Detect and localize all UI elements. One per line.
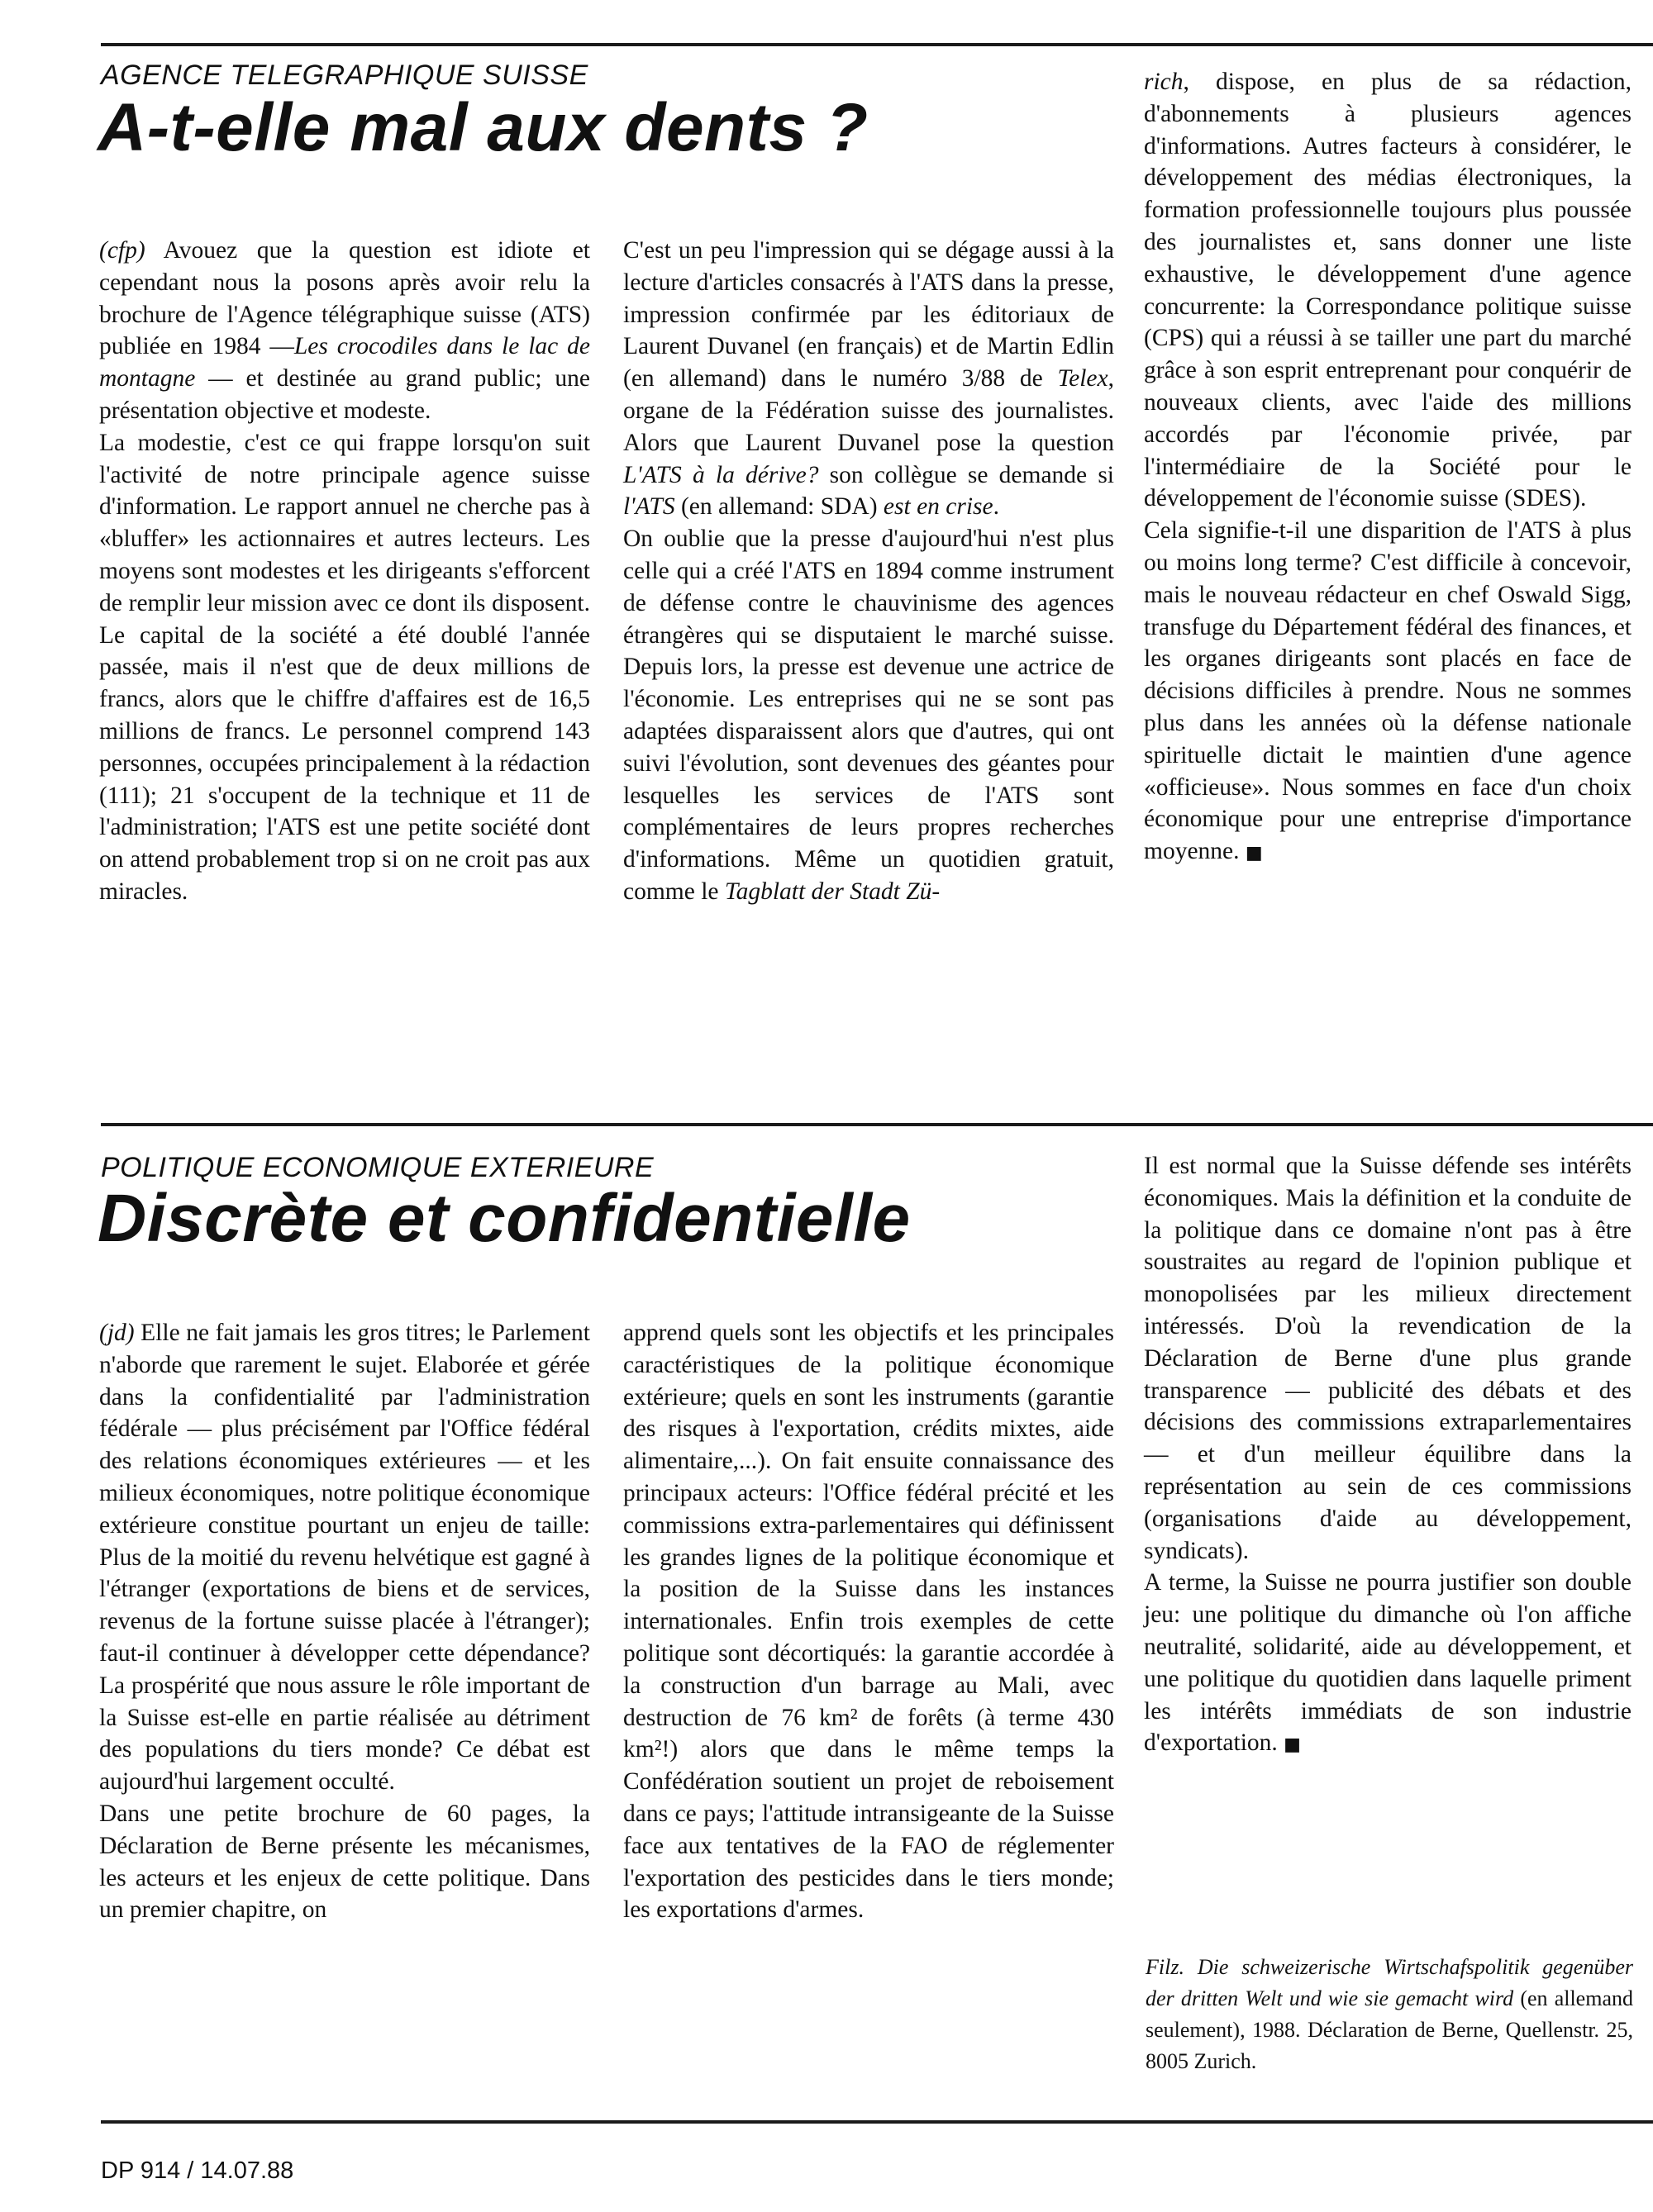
article1-paragraph: (cfp) Avouez que la question est idiote et cependant nous la posons après avoir relu la brochure de l'Agence télégraphique suisse (ATS) publiée en 1984 —Les crocodiles dans le lac de montagne — et destinée au grand public; une présentation objective et modeste. <box>99 237 590 424</box>
issue-footer: DP 914 / 14.07.88 <box>101 2157 294 2184</box>
end-mark-icon: ■ <box>1284 1734 1301 1756</box>
article2-paragraph: (jd) Elle ne fait jamais les gros titres; le Parlement n'aborde que rarement le sujet. Elaborée et gérée dans la confidentialité par l'administration fédérale — plus précisément par l'Office fédéral des relations économiques extérieures — et les milieux économiques, notre politique économique extérieure constitue pourtant un enjeu de taille: Plus de la moitié du revenu helvétique est gagné à l'étranger (exportations de biens et de services, revenus de la fortune suisse placée à l'étranger); faut-il continuer à développer cette dépendance? La prospérité que nous assure le rôle important de la Suisse est-elle en partie réalisée au détriment des populations du tiers monde? Ce débat est aujourd'hui largement occulté. <box>99 1320 590 1796</box>
article2-reference-note: Filz. Die schweizerische Wirtschafspolitik gegenüber der dritten Welt und wie sie gemacht wird (en allemand seulement), 1988. Déclaration de Berne, Quellenstr. 25, 8005 Zurich. <box>1146 1955 1633 2073</box>
bottom-rule <box>101 2120 1653 2124</box>
article1-column-1 <box>99 235 590 908</box>
article2-paragraph: Il est normal que la Suisse défende ses intérêts économiques. Mais la définition et la conduite de la politique dans ce domaine n'ont pas à être soustraites au regard de l'opinion publique et monopolisées par les milieux directement intéressés. D'où la revendication de la Déclaration de Berne d'une plus grande transparence — publicité des débats et des décisions des commissions extraparlementaires — et d'un meilleur équilibre dans la représentation au sein de ces commissions (organisations d'aide au développement, syndicats). <box>1144 1153 1632 1564</box>
end-mark-icon: ■ <box>1245 843 1263 864</box>
article1-column-3 <box>1144 66 1632 870</box>
article1-kicker: AGENCE TELEGRAPHIQUE SUISSE <box>101 59 588 91</box>
section-rule <box>101 1123 1653 1126</box>
top-rule <box>101 43 1653 46</box>
article1-paragraph: La modestie, c'est ce qui frappe lorsqu'on suit l'activité de notre principale agence suisse d'information. Le rapport annuel ne cherche pas à «bluffer» les actionnaires et autres lecteurs. Les moyens sont modestes et les dirigeants s'efforcent de remplir leur mission avec ce dont ils disposent. Le capital de la société a été doublé l'année passée, mais il n'est que de deux millions de francs, alors que le chiffre d'affaires est de 16,5 millions de francs. Le personnel comprend 143 personnes, occupées principalement à la rédaction (111); 21 s'occupent de la technique et 11 de l'administration; l'ATS est une petite société dont on attend probablement trop si on ne croit pas aux miracles. <box>99 429 590 905</box>
article2-column-3 <box>1144 1150 1632 1762</box>
article2-paragraph: apprend quels sont les objectifs et les principales caractéristiques de la politique économique extérieure; quels en sont les instruments (garantie des risques à l'exportation, crédits mixtes, aide alimentaire,...). On fait ensuite connaissance des principaux acteurs: l'Office fédéral précité et les commissions extra-parlementaires qui définissent les grandes lignes de la politique économique et la position de la Suisse dans les instances internationales. Enfin trois exemples de cette politique sont décortiqués: la garantie accordée à la construction d'un barrage au Mali, avec destruction de 76 km² de forêts (à terme 430 km²!) alors que dans le même temps la Confédération soutient un projet de reboisement dans ce pays; l'attitude intransigeante de la Suisse face aux tentatives de la FAO de réglementer l'exportation des pesticides dans le tiers monde; les exportations d'armes. <box>623 1320 1114 1924</box>
article1-paragraph: Cela signifie-t-il une disparition de l'ATS à plus ou moins long terme? C'est difficile à concevoir, mais le nouveau rédacteur en chef Oswald Sigg, transfuge du Département fédéral des finances, et les organes dirigeants sont placés en face de décisions difficiles à prendre. Nous ne sommes plus dans les années où la défense nationale spirituelle dictait le maintien d'une agence «officieuse». Nous sommes en face d'un choix économique pour une entreprise d'importance moyenne. ■ <box>1144 517 1632 865</box>
article2-paragraph: Dans une petite brochure de 60 pages, la Déclaration de Berne présente les mécanismes, les acteurs et les enjeux de cette politique. Dans un premier chapitre, on <box>99 1800 590 1924</box>
article2-column-1 <box>99 1317 590 1926</box>
article2-paragraph: A terme, la Suisse ne pourra justifier son double jeu: une politique du dimanche où l'on affiche neutralité, solidarité, aide au développement, et une politique du quotidien dans laquelle priment les intérêts immédiats de son industrie d'exportation. ■ <box>1144 1569 1632 1757</box>
article1-paragraph: C'est un peu l'impression qui se dégage aussi à la lecture d'articles consacrés à l'ATS dans la presse, impression confirmée par les éditoriaux de Laurent Duvanel (en français) et de Martin Edlin (en allemand) dans le numéro 3/88 de Telex, organe de la Fédération suisse des journalistes. Alors que Laurent Duvanel pose la question L'ATS à la dérive? son collègue se demande si l'ATS (en allemand: SDA) est en crise. <box>623 237 1114 521</box>
article1-paragraph: rich, dispose, en plus de sa rédaction, d'abonnements à plusieurs agences d'informations. Autres facteurs à considérer, le développement des médias électroniques, la formation professionnelle toujours plus poussée des journalistes et, sans donner une liste exhaustive, le développement d'une agence concurrente: la Correspondance politique suisse (CPS) qui a réussi à se tailler une part du marché grâce à son esprit entreprenant pour conquérir de nouveaux clients, avec l'aide des millions accordés par l'économie privée, par l'intermédiaire de la Société pour le développement de l'économie suisse (SDES). <box>1144 69 1632 512</box>
article2-kicker: POLITIQUE ECONOMIQUE EXTERIEURE <box>101 1152 655 1183</box>
article1-headline: A-t-elle mal aux dents ? <box>98 90 869 165</box>
article1-column-2 <box>623 235 1114 908</box>
article2-headline: Discrète et confidentielle <box>98 1181 911 1256</box>
article2-column-2 <box>623 1317 1114 1926</box>
article1-paragraph: On oublie que la presse d'aujourd'hui n'est plus celle qui a créé l'ATS en 1894 comme instrument de défense contre le chauvinisme des agences étrangères qui se disputaient le marché suisse. Depuis lors, la presse est devenue une actrice de l'économie. Les entreprises qui ne se sont pas adaptées disparaissent alors que d'autres, qui ont suivi l'évolution, sont devenues des géantes pour lesquelles les services de l'ATS sont complémentaires de leurs propres recherches d'informations. Même un quotidien gratuit, comme le Tagblatt der Stadt Zü- <box>623 526 1114 905</box>
